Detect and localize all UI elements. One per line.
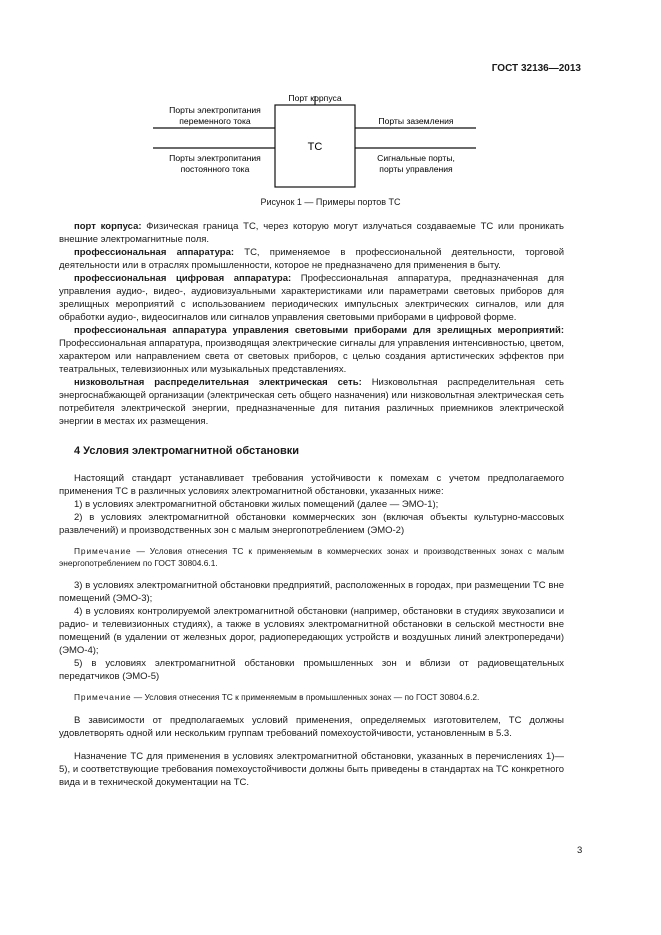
document-number: ГОСТ 32136—2013 (491, 63, 581, 74)
top-port-label: Порт корпуса (288, 93, 342, 103)
document-body (59, 220, 564, 789)
section-heading: 4 Условия электромагнитной обстановки (74, 445, 300, 457)
applicability-paragraph: В зависимости от предполагаемых условий применения, определяемых изготовителем, ТС должны удовлетворять одной или нескольким группам требований помехоустойчивости, установленным в 5.3. (59, 714, 564, 739)
note-1 (59, 546, 564, 569)
left-top-label-line2: переменного тока (179, 116, 251, 126)
condition-item-3: 3) в условиях электромагнитной обстановки предприятий, расположенных в городах, при размещении ТС вне помещений (ЭМО-3); (59, 580, 564, 604)
note-text: — Условия отнесения ТС к применяемым в коммерческих зонах и производственных зонах с малым энергопотреблением по ГОСТ 30804.6.1. (59, 546, 564, 568)
page-number: 3 (577, 845, 583, 856)
definition-term: низковольтная распределительная электрическая сеть: (74, 377, 362, 388)
right-bottom-label-line1: Сигнальные порты, (377, 153, 455, 163)
definition-text: ТС, применяемое в профессиональной деятельности, торговой деятельности или в отраслях промышленности, которое не предназначено для применения в быту. (59, 247, 564, 271)
note-text: — Условия отнесения ТС к применяемым в промышленных зонах — по ГОСТ 30804.6.2. (131, 692, 480, 702)
note-label: Примечание (74, 692, 132, 702)
left-bottom-label-line1: Порты электропитания (169, 153, 261, 163)
definition-term: профессиональная аппаратура управления световыми приборами для зрелищных мероприятий: (74, 325, 564, 336)
definition-text: Профессиональная аппаратура, производящая электрические сигналы для управления интенсивностью, цветом, характером или направлением света от световых приборов, с целью создания артистических эффектов при театральных, телевизионных или музыкальных представлениях. (59, 338, 564, 375)
definition-paragraph (59, 376, 564, 428)
right-top-label: Порты заземления (378, 116, 454, 126)
definition-paragraph (59, 246, 564, 272)
definition-term: профессиональная цифровая аппаратура: (74, 273, 292, 284)
definition-text: Низковольтная распределительная сеть энергоснабжающей организации (электрическая сеть общего назначения) или низковольтная электрическая сеть потребителя электрической энергии, предназначенные для питания различных приемников электрической энергии в местах их размещения. (59, 377, 565, 427)
definition-paragraph (59, 220, 564, 246)
condition-item-5: 5) в условиях электромагнитной обстановки промышленных зон и вблизи от радиовещательных передатчиков (ЭМО-5) (59, 658, 564, 682)
definition-term: профессиональная аппаратура: (74, 247, 235, 258)
condition-item-1: 1) в условиях электромагнитной обстановки жилых помещений (далее — ЭМО-1); (74, 499, 439, 510)
device-label: ТС (307, 141, 323, 153)
definition-term: порт корпуса: (74, 221, 142, 232)
condition-item-2: 2) в условиях электромагнитной обстановки коммерческих зон (включая объекты культурно-массовых развлечений) и производственных зон с малым энергопотреблением (ЭМО-2) (59, 512, 564, 536)
note-2 (59, 692, 564, 704)
definition-text: Профессиональная аппаратура, предназначенная для управления аудио-, видео-, аудиовизуальными характеристиками или параметрами световых приборов для зрелищных мероприятий с использованием периодических импульсных электрических сигналов, или для обработки аудио-, видеосигналов или сигналов управления световыми приборами в цифровой форме. (59, 273, 564, 323)
ports-diagram (0, 0, 661, 210)
section-intro: Настоящий стандарт устанавливает требования устойчивости к помехам с учетом предполагаемого применения ТС в различных условиях электромагнитной обстановки, указанных ниже: (59, 473, 564, 497)
definition-paragraph (59, 272, 564, 324)
note-label: Примечание (74, 546, 132, 556)
definition-text: Физическая граница ТС, через которую могут излучаться создаваемые ТС или проникать внешние электромагнитные поля. (59, 221, 564, 245)
left-bottom-label-line2: постоянного тока (180, 164, 250, 174)
condition-item-4: 4) в условиях контролируемой электромагнитной обстановки (например, обстановки в студиях звукозаписи и радио- и телевизионных студиях), а также в условиях электромагнитной обстановки в сельской местности вне помещений (в удалении от железных дорог, радиопередающих устройств и воздушных линий электропередачи) (ЭМО-4); (59, 606, 564, 656)
assignment-paragraph: Назначение ТС для применения в условиях электромагнитной обстановки, указанных в перечислениях 1)—5), и соответствующие требования помехоустойчивости должны быть приведены в стандартах на ТС конкретного вида и в технической документации на ТС. (59, 750, 564, 788)
right-bottom-label-line2: порты управления (379, 164, 453, 174)
left-top-label-line1: Порты электропитания (169, 105, 261, 115)
figure-caption: Рисунок 1 — Примеры портов ТС (260, 197, 401, 207)
definition-paragraph (59, 324, 564, 376)
